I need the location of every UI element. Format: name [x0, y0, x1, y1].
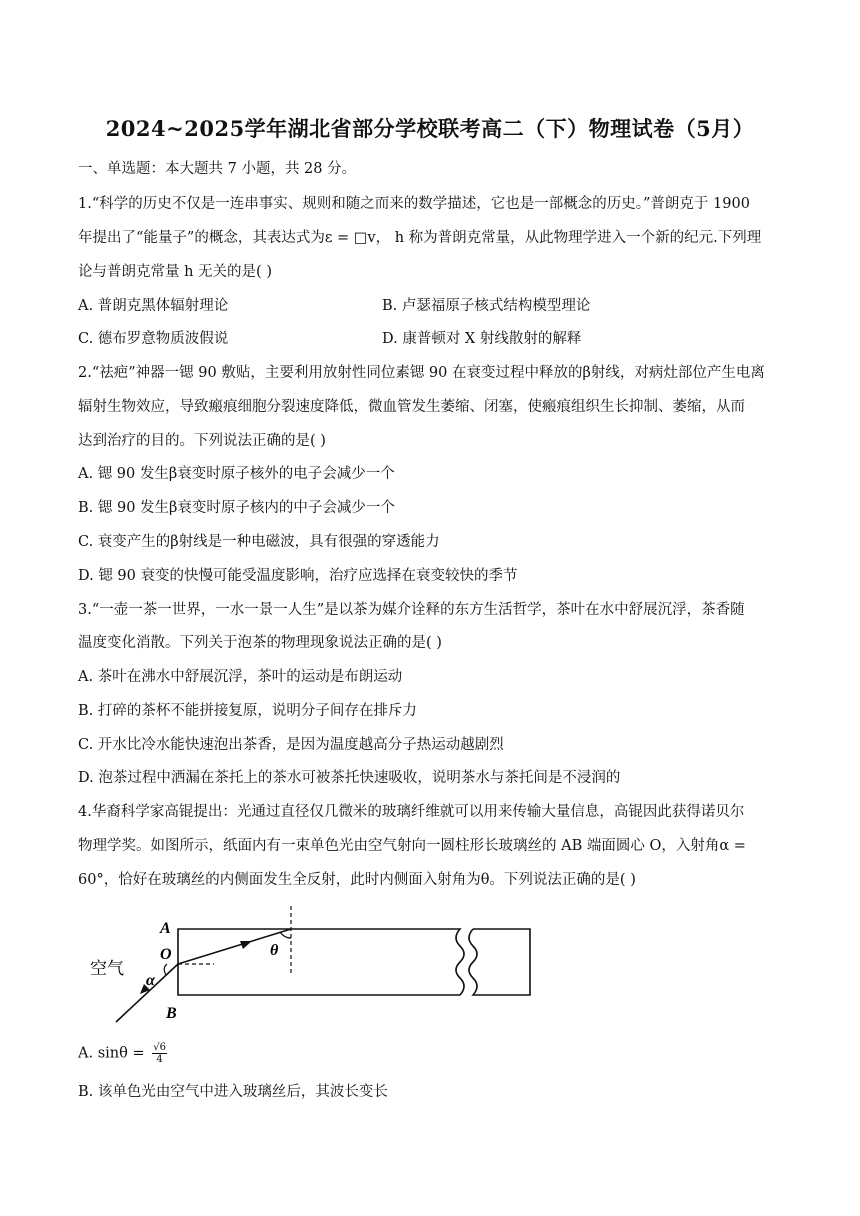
alpha-arc	[164, 964, 167, 975]
q1-option-b: B. 卢瑟福原子核式结构模型理论	[382, 298, 591, 314]
glass-fiber-figure	[84, 904, 544, 1026]
q4-option-a-fraction	[152, 1042, 167, 1065]
refracted-arrow-icon	[240, 941, 252, 949]
q4-stem-line-2: 物理学奖。如图所示，纸面内有一束单色光由空气射向一圆柱形长玻璃丝的 AB 端面圆心 O，入射角α =	[78, 838, 746, 854]
theta-arc	[280, 932, 291, 938]
label-b: B	[166, 1005, 177, 1022]
q2-option-c: C. 衰变产生的β射线是一种电磁波，具有很强的穿透能力	[78, 534, 440, 550]
q2-option-a: A. 锶 90 发生β衰变时原子核外的电子会减少一个	[78, 466, 395, 482]
q1-option-c: C. 德布罗意物质波假说	[78, 331, 229, 347]
section-heading: 一、单选题：本大题共 7 小题，共 28 分。	[78, 161, 357, 177]
q2-stem-line-2: 辐射生物效应，导致瘢痕细胞分裂速度降低，微血管发生萎缩、闭塞，使瘢痕组织生长抑制、萎缩，从而	[78, 399, 745, 415]
page-title: 2024~2025学年湖北省部分学校联考高二（下）物理试卷（5月）	[105, 116, 755, 141]
fiber-left-body	[178, 929, 464, 995]
q3-option-d: D. 泡茶过程中洒漏在茶托上的茶水可被茶托快速吸收，说明茶水与茶托间是不浸润的	[78, 770, 621, 786]
q3-option-a: A. 茶叶在沸水中舒展沉浮，茶叶的运动是布朗运动	[78, 669, 403, 685]
q3-option-b: B. 打碎的茶杯不能拼接复原，说明分子间存在排斥力	[78, 703, 417, 719]
q4-option-b: B. 该单色光由空气中进入玻璃丝后，其波长变长	[78, 1084, 388, 1100]
label-o: O	[160, 946, 172, 963]
q3-option-c: C. 开水比冷水能快速泡出茶香，是因为温度越高分子热运动越剧烈	[78, 737, 504, 753]
fraction-denominator: 4	[156, 1054, 163, 1065]
fiber-right-body	[469, 929, 530, 995]
q1-stem-line-2: 年提出了“能量子”的概念，其表达式为ε = □v， h 称为普朗克常量，从此物理学进入一个新的纪元.下列理	[78, 230, 762, 246]
q1-option-a: A. 普朗克黑体辐射理论	[78, 298, 229, 314]
label-theta: θ	[270, 942, 279, 959]
label-alpha: α	[146, 972, 155, 989]
q1-option-d: D. 康普顿对 X 射线散射的解释	[382, 331, 582, 347]
label-a: A	[160, 920, 171, 937]
label-air: 空气	[90, 959, 124, 979]
fraction-numerator: √6	[153, 1042, 166, 1053]
q3-stem-line-1: 3.“一壶一茶一世界，一水一景一人生”是以茶为媒介诠释的东方生活哲学，茶叶在水中舒展沉浮，茶香随	[78, 602, 745, 618]
q4-option-a-prefix: A. sinθ =	[78, 1045, 150, 1062]
q2-option-d: D. 锶 90 衰变的快慢可能受温度影响，治疗应选择在衰变较快的季节	[78, 568, 518, 584]
q3-stem-line-2: 温度变化消散。下列关于泡茶的物理现象说法正确的是( )	[78, 635, 442, 651]
q4-option-a	[78, 1042, 167, 1065]
q1-stem-line-1: 1.“科学的历史不仅是一连串事实、规则和随之而来的数学描述，它也是一部概念的历史。”普朗克于 1900	[78, 196, 750, 212]
q4-stem-line-1: 4.华裔科学家高锟提出：光通过直径仅几微米的玻璃纤维就可以用来传输大量信息，高锟因此获得诺贝尔	[78, 804, 745, 820]
q2-option-b: B. 锶 90 发生β衰变时原子核内的中子会减少一个	[78, 500, 395, 516]
q2-stem-line-3: 达到治疗的目的。下列说法正确的是( )	[78, 433, 326, 449]
q1-stem-line-3: 论与普朗克常量 h 无关的是( )	[78, 264, 272, 280]
q2-stem-line-1: 2.“祛疤”神器一锶 90 敷贴，主要利用放射性同位素锶 90 在衰变过程中释放的β射线，对病灶部位产生电离	[78, 365, 765, 381]
q4-stem-line-3: 60°，恰好在玻璃丝的内侧面发生全反射，此时内侧面入射角为θ。下列说法正确的是( )	[78, 872, 636, 888]
